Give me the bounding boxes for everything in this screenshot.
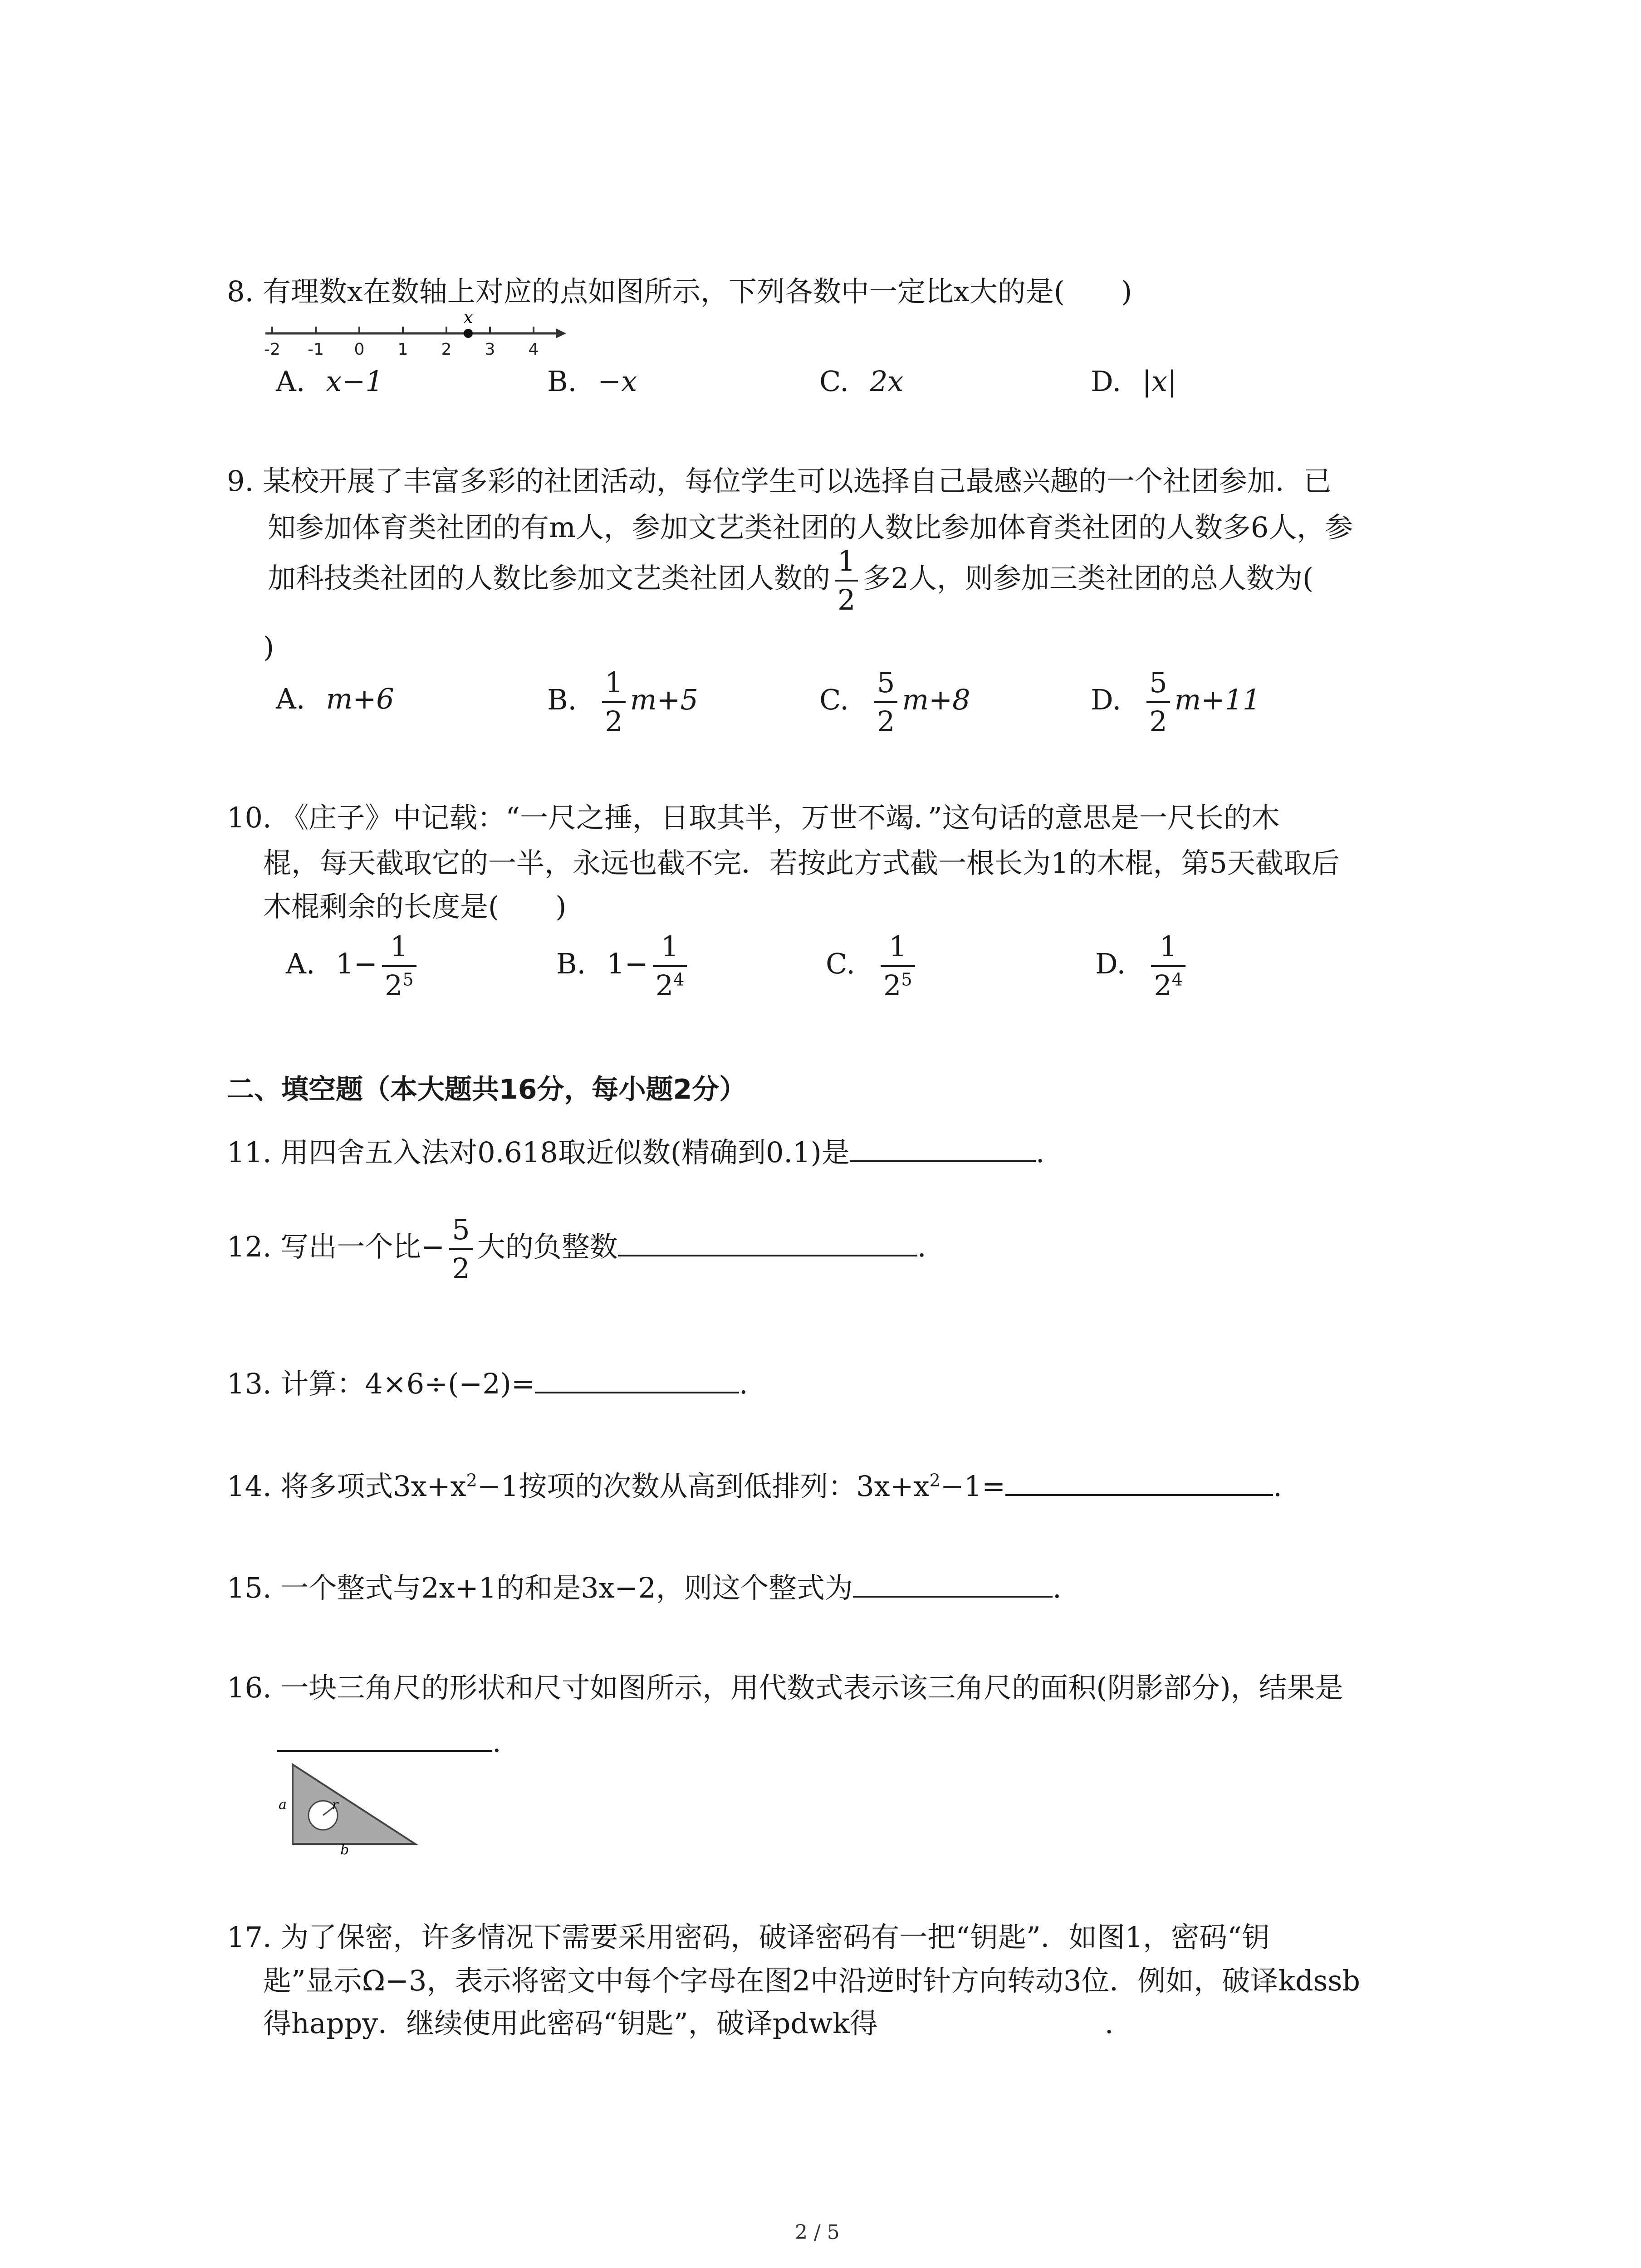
answer-blank[interactable] — [618, 1228, 917, 1256]
page-number: 2 / 5 — [795, 2221, 840, 2244]
question-17-line-3: 得happy．继续使用此密码“钥匙”，破译pdwk得 . — [263, 2007, 1114, 2040]
question-10-line-1: 10. 《庄子》中记载：“一尺之捶，日取其半，万世不竭．”这句话的意思是一尺长的木 — [227, 801, 1280, 834]
question-9-line-2: 知参加体育类社团的有m人，参加文艺类社团的人数比参加体育类社团的人数多6人，参 — [268, 511, 1353, 544]
axis-tick-label: 1 — [397, 340, 408, 359]
point-x-label: x — [463, 313, 473, 327]
question-12: 12. 写出一个比− $\frac{5}{2}$ 大的负整数 . — [227, 1213, 926, 1285]
answer-blank[interactable] — [850, 1134, 1036, 1162]
question-15: 15. 一个整式与2x+1的和是3x−2，则这个整式为 . — [227, 1569, 1062, 1602]
label-a: a — [279, 1797, 287, 1813]
answer-blank[interactable] — [853, 1569, 1053, 1598]
label-r: r — [332, 1797, 338, 1812]
question-16-line-1: 16. 一块三角尺的形状和尺寸如图所示，用代数式表示该三角尺的面积(阴影部分)，结果是 — [227, 1671, 1343, 1704]
q9-option-b[interactable]: B. $\frac{1}{2}$ m+5 — [547, 666, 698, 738]
answer-blank[interactable] — [535, 1365, 739, 1393]
question-9-line-4: ) — [263, 631, 274, 664]
fraction: $\frac{1}{2^5}$ — [881, 933, 915, 1000]
question-8-stem: 8. 有理数x在数轴上对应的点如图所示，下列各数中一定比x大的是( ) — [227, 275, 1132, 308]
question-10-line-2: 棍，每天截取它的一半，永远也截不完．若按此方式截一根长为1的木棍，第5天截取后 — [263, 846, 1340, 880]
question-9-line-3: 加科技类社团的人数比参加文艺类社团人数的 $\frac{1}{2}$ 多2人，则参加三类社团的总人数为( — [268, 544, 1314, 616]
question-14: 14. 将多项式$3x+x^2-1$按项的次数从高到低排列：$3x+x^2-1=$ . — [227, 1468, 1282, 1501]
q8-option-b[interactable]: B. −x — [547, 365, 637, 398]
answer-blank[interactable] — [277, 1724, 492, 1752]
answer-blank[interactable] — [1005, 1468, 1273, 1496]
axis-tick-label: 4 — [528, 340, 539, 359]
fraction: $\frac{1}{2^5}$ — [382, 933, 416, 1000]
fraction: $\frac{1}{2^4}$ — [653, 933, 687, 1000]
question-13: 13. 计算：4×6÷(−2)= . — [227, 1365, 748, 1398]
question-17-line-2: 匙”显示Ω−3，表示将密文中每个字母在图2中沿逆时针方向转动3位．例如，破译kdssb — [263, 1964, 1360, 1997]
q9-option-c[interactable]: C. $\frac{5}{2}$ m+8 — [819, 666, 970, 738]
fraction: $\frac{1}{2}$ — [602, 669, 625, 736]
fraction: $\frac{1}{2}$ — [835, 547, 858, 614]
q10-option-d[interactable]: D. $\frac{1}{2^4}$ — [1095, 933, 1190, 1000]
section-heading: 二、填空题（本大题共16分，每小题2分） — [227, 1074, 747, 1105]
fraction: $\frac{5}{2}$ — [1146, 669, 1170, 736]
q9-option-d[interactable]: D. $\frac{5}{2}$ m+11 — [1091, 666, 1261, 738]
question-9-line-1: 9. 某校开展了丰富多彩的社团活动，每位学生可以选择自己最感兴趣的一个社团参加．已 — [227, 464, 1332, 498]
q8-option-d[interactable]: D. |x| — [1091, 365, 1177, 398]
question-11: 11. 用四舍五入法对0.618取近似数(精确到0.1)是 . — [227, 1134, 1045, 1167]
fraction: $\frac{5}{2}$ — [874, 669, 897, 736]
q10-option-c[interactable]: C. $\frac{1}{2^5}$ — [826, 933, 920, 1000]
point-x — [464, 329, 473, 338]
axis-tick-label: 3 — [485, 340, 495, 359]
q10-option-a[interactable]: A. 1− $\frac{1}{2^5}$ — [286, 933, 421, 1000]
q10-option-b[interactable]: B. 1− $\frac{1}{2^4}$ — [556, 933, 691, 1000]
axis-tick-label: 0 — [354, 340, 365, 359]
number-line-figure — [263, 313, 567, 363]
q9-option-a[interactable]: A. m+6 — [276, 682, 394, 715]
q8-option-c[interactable]: C. 2x — [819, 365, 904, 398]
axis-tick-label: -2 — [264, 340, 280, 359]
fraction: $\frac{1}{2^4}$ — [1151, 933, 1185, 1000]
label-b: b — [340, 1842, 349, 1855]
question-16-line-2: . — [277, 1724, 501, 1756]
fraction: $\frac{5}{2}$ — [449, 1216, 472, 1283]
question-17-line-1: 17. 为了保密，许多情况下需要采用密码，破译密码有一把“钥匙”．如图1，密码“钥 — [227, 1921, 1270, 1954]
axis-tick-label: 2 — [441, 340, 452, 359]
question-10-line-3: 木棍剩余的长度是( ) — [263, 890, 567, 923]
q8-option-a[interactable]: A. x−1 — [276, 365, 383, 398]
triangle-shape — [293, 1765, 415, 1844]
triangle-ruler-figure — [272, 1755, 426, 1855]
axis-tick-label: -1 — [308, 340, 324, 359]
